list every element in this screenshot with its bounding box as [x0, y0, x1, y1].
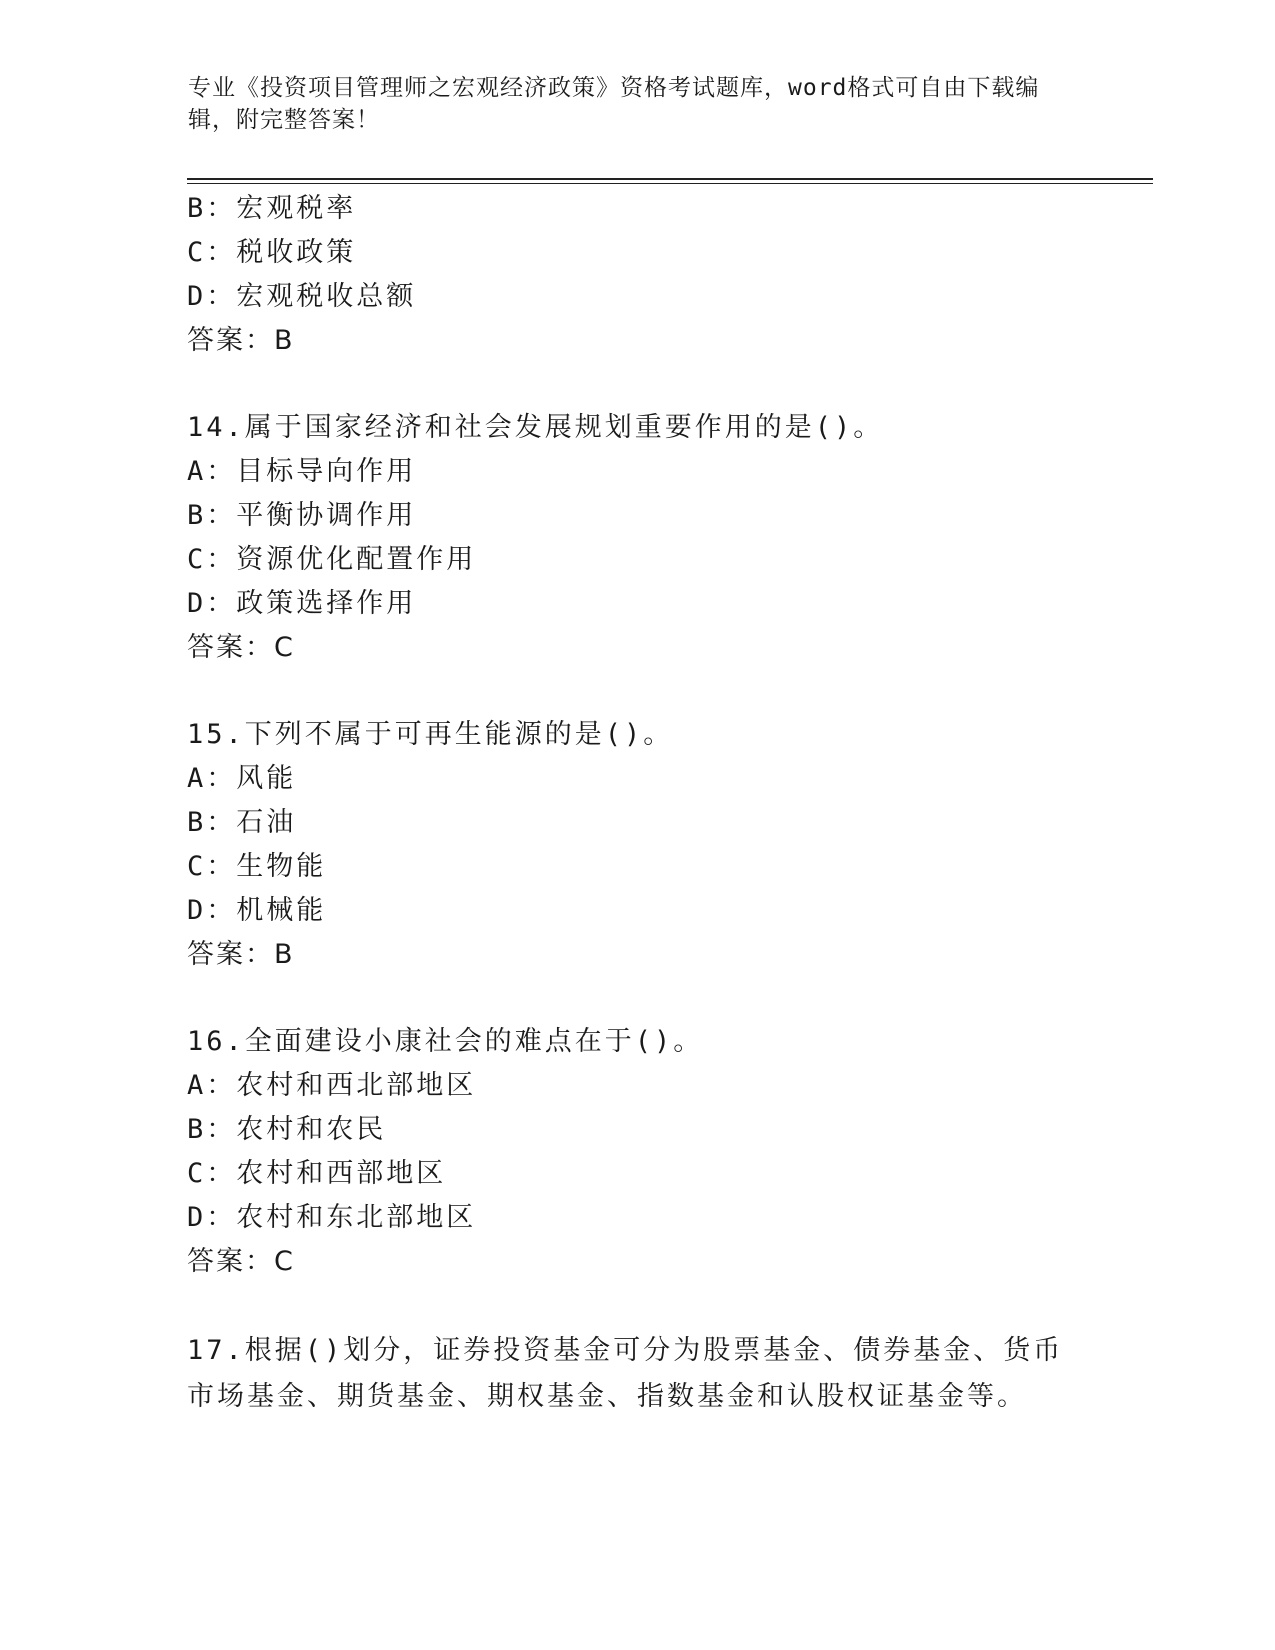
- q16-question: 16.全面建设小康社会的难点在于()。: [187, 1026, 704, 1057]
- q16-option-c: C：农村和西部地区: [187, 1158, 447, 1189]
- q16-option-d: D：农村和东北部地区: [187, 1202, 477, 1233]
- q17-question: 17.根据()划分，证券投资基金可分为股票基金、债券基金、货币市场基金、期货基金、期权基金、指数基金和认股权证基金等。: [187, 1335, 1064, 1412]
- q15-option-a: A：风能: [187, 763, 297, 794]
- q13-answer: 答案：B: [187, 325, 295, 356]
- q13-option-b: B：宏观税率: [187, 193, 357, 224]
- q14-option-c: C：资源优化配置作用: [187, 544, 477, 575]
- q14-answer: 答案：C: [187, 632, 295, 663]
- q15-question: 15.下列不属于可再生能源的是()。: [187, 719, 674, 750]
- q15-option-c: C：生物能: [187, 851, 327, 882]
- q14-question: 14.属于国家经济和社会发展规划重要作用的是()。: [187, 412, 884, 443]
- q14-option-d: D：政策选择作用: [187, 588, 417, 619]
- q16-option-b: B：农村和农民: [187, 1114, 387, 1145]
- q16-answer: 答案：C: [187, 1246, 295, 1277]
- q14-option-b: B：平衡协调作用: [187, 500, 417, 531]
- q13-option-d: D：宏观税收总额: [187, 281, 417, 312]
- header-divider: [187, 178, 1153, 184]
- document-intro: 专业《投资项目管理师之宏观经济政策》资格考试题库，word格式可自由下载编辑，附完整答案！: [188, 75, 1040, 133]
- q14-option-a: A：目标导向作用: [187, 456, 417, 487]
- q16-option-a: A：农村和西北部地区: [187, 1070, 477, 1101]
- q15-option-b: B：石油: [187, 807, 297, 838]
- q15-answer: 答案：B: [187, 939, 295, 970]
- q13-option-c: C：税收政策: [187, 237, 357, 268]
- q15-option-d: D：机械能: [187, 895, 327, 926]
